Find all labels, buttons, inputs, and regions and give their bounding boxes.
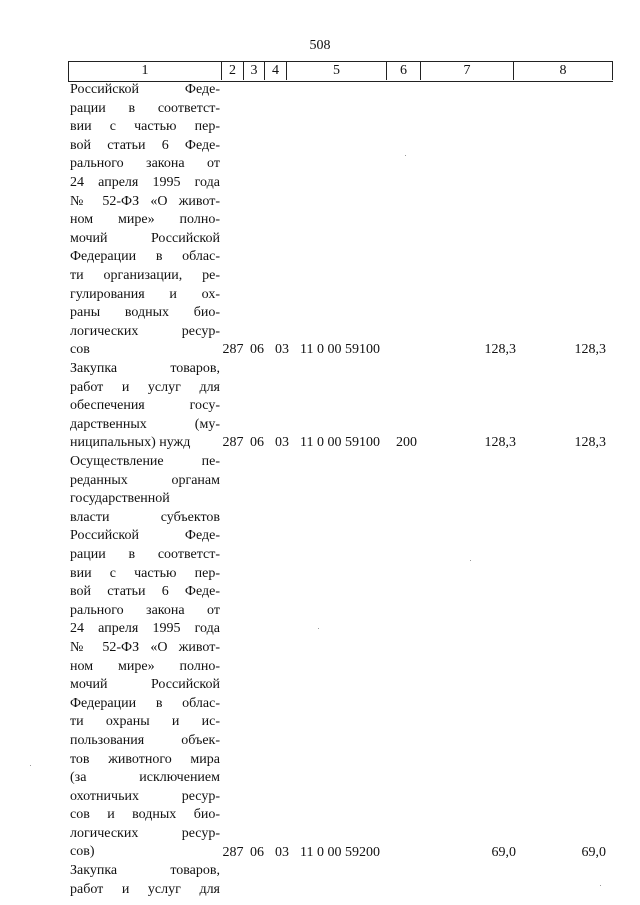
header-col-7: 7	[421, 62, 514, 80]
description-line: рального закона от	[70, 156, 220, 172]
header-col-2: 2	[222, 62, 244, 80]
description-line: ти охраны и ис-	[70, 714, 220, 730]
description-line: № 52-ФЗ «О живот-	[70, 193, 220, 209]
description-line: вой статьи 6 Феде-	[70, 584, 220, 600]
description-line: сов и водных био-	[70, 807, 220, 823]
description-line: Российской Феде-	[70, 82, 220, 97]
description-line: вии с частью пер-	[70, 119, 220, 135]
amount-year-1: 69,0	[491, 844, 516, 860]
description-line: реданных органам	[70, 472, 220, 488]
header-col-8: 8	[514, 62, 613, 80]
target-article-code: 11 0 00 59200	[300, 844, 380, 860]
scan-speck	[405, 155, 406, 156]
row-values	[0, 434, 640, 453]
row-values	[0, 341, 640, 360]
amount-year-2: 128,3	[574, 342, 606, 358]
description-line: пользования объек-	[70, 732, 220, 748]
description-line: вии с частью пер-	[70, 565, 220, 581]
header-col-6: 6	[387, 62, 421, 80]
description-line: ном мире» полно-	[70, 658, 220, 674]
description-line: ном мире» полно-	[70, 212, 220, 228]
description-line: логических ресур-	[70, 825, 220, 841]
row-values	[0, 844, 640, 863]
description-line: (за исключением	[70, 770, 220, 786]
description-line: государственной	[70, 491, 170, 507]
description-line: ти организации, ре-	[70, 267, 220, 283]
header-col-4: 4	[265, 62, 287, 80]
target-article-code: 11 0 00 59100	[300, 435, 380, 451]
scan-speck	[470, 560, 471, 561]
description-line: 24 апреля 1995 года	[70, 174, 220, 190]
description-line: работ и услуг для	[70, 881, 220, 897]
section-code: 06	[250, 435, 264, 451]
description-line: рации в соответст-	[70, 100, 220, 116]
description-line: дарственных (му-	[70, 416, 220, 432]
amount-year-1: 128,3	[484, 342, 516, 358]
description-line: раны водных био-	[70, 305, 220, 321]
description-line: сов	[70, 342, 90, 358]
description-line: вой статьи 6 Феде-	[70, 137, 220, 153]
description-line: обеспечения госу-	[70, 398, 220, 414]
description-line: гулирования и ох-	[70, 286, 220, 302]
description-line: № 52-ФЗ «О живот-	[70, 639, 220, 655]
row-description	[70, 453, 220, 862]
grbs-code: 287	[222, 844, 244, 860]
header-col-3: 3	[244, 62, 265, 80]
description-line: работ и услуг для	[70, 379, 220, 395]
description-line: Закупка товаров,	[70, 863, 220, 879]
target-article-code: 11 0 00 59100	[300, 342, 380, 358]
scan-speck	[600, 885, 601, 886]
header-col-5: 5	[287, 62, 387, 80]
description-line: Осуществление пе-	[70, 454, 220, 469]
subsection-code: 03	[275, 342, 289, 358]
description-line: рального закона от	[70, 602, 220, 618]
page-number: 508	[309, 38, 331, 53]
row-values	[0, 881, 640, 900]
description-line: мочий Российской	[70, 677, 220, 693]
description-line: 24 апреля 1995 года	[70, 621, 220, 637]
expense-type-code: 200	[396, 435, 417, 451]
subsection-code: 03	[275, 844, 289, 860]
amount-year-2: 128,3	[574, 435, 606, 451]
header-col-1: 1	[69, 62, 222, 80]
row-description	[70, 81, 220, 360]
grbs-code: 287	[222, 342, 244, 358]
scan-speck	[318, 628, 319, 629]
description-line: власти субъектов	[70, 509, 220, 525]
amount-year-2: 69,0	[581, 844, 606, 860]
description-line: логических ресур-	[70, 323, 220, 339]
section-code: 06	[250, 342, 264, 358]
description-line: мочий Российской	[70, 230, 220, 246]
description-line: рации в соответст-	[70, 546, 220, 562]
description-line: ниципальных) нужд	[70, 435, 191, 451]
description-line: сов)	[70, 844, 95, 860]
scan-speck	[30, 765, 31, 766]
description-line: Федерации в облас-	[70, 695, 220, 711]
section-code: 06	[250, 844, 264, 860]
description-line: Закупка товаров,	[70, 361, 220, 376]
grbs-code: 287	[222, 435, 244, 451]
subsection-code: 03	[275, 435, 289, 451]
description-line: Российской Феде-	[70, 528, 220, 544]
description-line: тов животного мира	[70, 751, 220, 767]
description-line: охотничьих ресур-	[70, 788, 220, 804]
description-line: Федерации в облас-	[70, 249, 220, 265]
amount-year-1: 128,3	[484, 435, 516, 451]
table-header-row	[68, 61, 613, 82]
